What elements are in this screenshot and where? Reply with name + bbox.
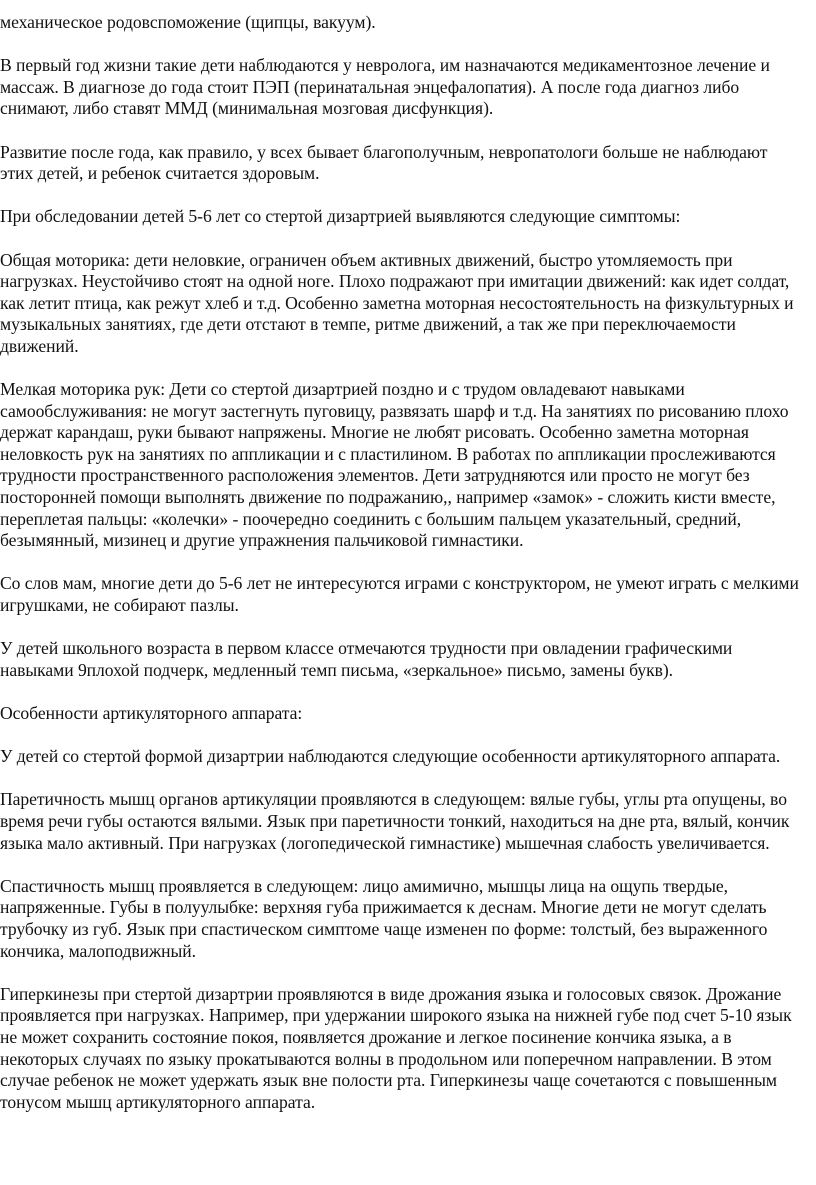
paragraph-birth-assistance: механическое родовспоможение (щипцы, вакуум). [0, 12, 376, 32]
paragraph-gross-motor: Общая моторика: дети неловкие, ограничен объем активных движений, быстро утомляемость при нагрузках. Неустойчиво стоят на одной ноге. Плохо подражают при имитации движений: как идет солдат, как летит птица, как режут хлеб и т.д. Особенно заметна моторная несостоятельность на физкультурных и музыкальных занятиях, где дети отстают в темпе, ритме движений, а так же при переключаемости движений. [0, 249, 794, 356]
section-heading-articulatory: Особенности артикуляторного аппарата: [0, 703, 303, 723]
paragraph-construction-toys: Со слов мам, многие дети до 5-6 лет не интересуются играми с конструктором, не умеют играть с мелкими игрушками, не собирают пазлы. [0, 573, 799, 616]
paragraph-spasticity: Спастичность мышц проявляется в следующем: лицо амимично, мышцы лица на ощупь твердые, напряженные. Губы в полуулыбке: верхняя губа прижимается к деснам. Многие дети не могут сделать трубочку из губ. Язык при спастическом симптоме чаще изменен по форме: толстый, без выраженного кончика, малоподвижный. [0, 875, 768, 961]
paragraph-after-year: Развитие после года, как правило, у всех бывает благополучным, невропатологи больше не наблюдают этих детей, и ребенок считается здоровым. [0, 141, 768, 184]
paragraph-first-year: В первый год жизни такие дети наблюдаются у невролога, им назначаются медикаментозное лечение и массаж. В диагнозе до года стоит ПЭП (перинатальная энцефалопатия). А после года диагноз либо снимают, либо ставят ММД (минимальная мозговая дисфункция). [0, 55, 770, 119]
paragraph-school-age: У детей школьного возраста в первом классе отмечаются трудности при овладении графическими навыками 9плохой подчерк, медленный темп письма, «зеркальное» письмо, замены букв). [0, 638, 733, 680]
paragraph-paresis: Паретичность мышц органов артикуляции проявляются в следующем: вялые губы, углы рта опущены, во время речи губы остаются вялыми. Язык при паретичности тонкий, находиться на дне рта, вялый, кончик языка мало активный. При нагрузках (логопедической гимнастике) мышечная слабость увеличивается. [0, 789, 790, 853]
paragraph-examination-intro: При обследовании детей 5-6 лет со стертой дизартрией выявляются следующие симптомы: [0, 206, 681, 227]
document-page [0, 12, 800, 1135]
paragraph-hyperkinesis: Гиперкинезы при стертой дизартрии проявляются в виде дрожания языка и голосовых связок. Дрожание проявляется при нагрузках. Например, при удержании широкого языка на нижней губе под счет 5-10 язык не может сохранить состояние покоя, появляется дрожание и легкое посинение кончика языка, а в некоторых случаях по языку прокатываются волны в продольном или поперечном направлении. В этом случае ребенок не может удержать язык вне полости рта. Гиперкинезы чаще сочетаются с повышенным тонусом мышц артикуляторного аппарата. [0, 983, 792, 1112]
paragraph-articulatory-intro: У детей со стертой формой дизартрии наблюдаются следующие особенности артикуляторного аппарата. [0, 746, 781, 767]
paragraph-fine-motor: Мелкая моторика рук: Дети со стертой дизартрией поздно и с трудом овладевают навыками самообслуживания: не могут застегнуть пуговицу, развязать шарф и т.д. На занятиях по рисованию плохо держат карандаш, руки бывают напряжены. Многие не любят рисовать. Особенно заметна моторная неловкость рук на занятиях по аппликации и с пластилином. В работах по аппликации прослеживаются трудности пространственного расположения элементов. Дети затрудняются или просто не могут без посторонней помощи выполнять движение по подражанию,, например «замок» - сложить кисти вместе, переплетая пальцы: «колечки» - поочередно соединить с большим пальцем указательный, средний, безымянный, мизинец и другие упражнения пальчиковой гимнастики. [0, 379, 789, 551]
